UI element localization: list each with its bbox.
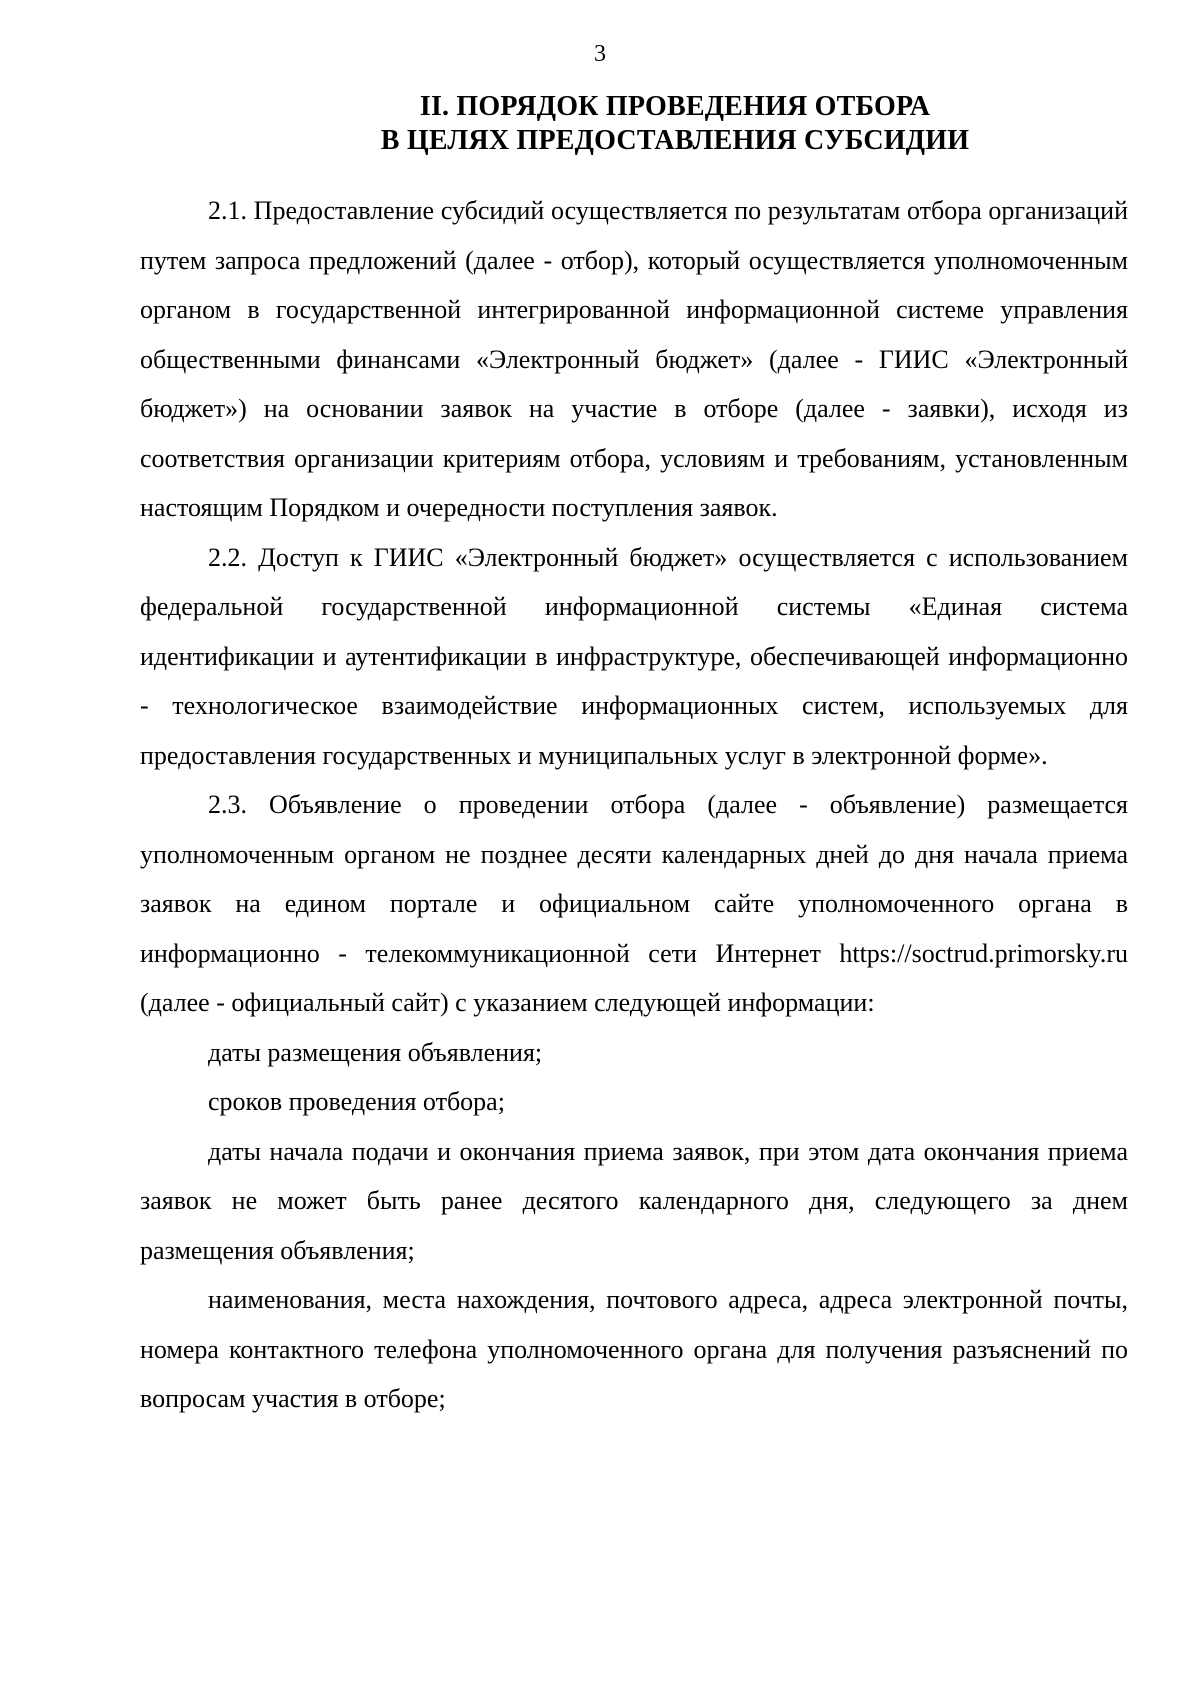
page-number: 3 xyxy=(594,41,606,67)
section-title-line-1: II. ПОРЯДОК ПРОВЕДЕНИЯ ОТБОРА xyxy=(419,91,931,122)
list-item-announcement-date: даты размещения объявления; xyxy=(208,1037,543,1067)
paragraph-2-2: 2.2. Доступ к ГИИС «Электронный бюджет» осуществляется с использованием федеральной государственной информационной системы «Единая система идентификации и аутентификации в инфраструктуре, обеспечивающей информационно - технологическое взаимодействие информационных систем, используемых для предоставления государственных и муниципальных услуг в электронной форме». xyxy=(140,542,1128,770)
section-title-line-2: В ЦЕЛЯХ ПРЕДОСТАВЛЕНИЯ СУБСИДИИ xyxy=(380,125,970,156)
body-text xyxy=(140,186,1128,1424)
list-item-contact-details: наименования, места нахождения, почтового адреса, адреса электронной почты, номера контактного телефона уполномоченного органа для получения разъяснений по вопросам участия в отборе; xyxy=(140,1285,1128,1413)
list-item-application-dates: даты начала подачи и окончания приема заявок, при этом дата окончания приема заявок не может быть ранее десятого календарного дня, следующего за днем размещения объявления; xyxy=(140,1136,1128,1265)
section-title xyxy=(140,90,1200,158)
list-item-selection-period: сроков проведения отбора; xyxy=(208,1087,505,1116)
paragraph-2-1: 2.1. Предоставление субсидий осуществляется по результатам отбора организаций путем запроса предложений (далее - отбор), который осуществляется уполномоченным органом в государственной интегрированной информационной системе управления общественными финансами «Электронный бюджет» (далее - ГИИС «Электронный бюджет») на основании заявок на участие в отборе (далее - заявки), исходя из соответствия организации критериям отбора, условиям и требованиям, установленным настоящим Порядком и очередности поступления заявок. xyxy=(140,196,1128,522)
paragraph-2-3: 2.3. Объявление о проведении отбора (далее - объявление) размещается уполномоченным органом не позднее десяти календарных дней до дня начала приема заявок на едином портале и официальном сайте уполномоченного органа в информационно - телекоммуникационной сети Интернет https://soctrud.primorsky.ru (далее - официальный сайт) с указанием следующей информации: xyxy=(140,790,1128,1017)
